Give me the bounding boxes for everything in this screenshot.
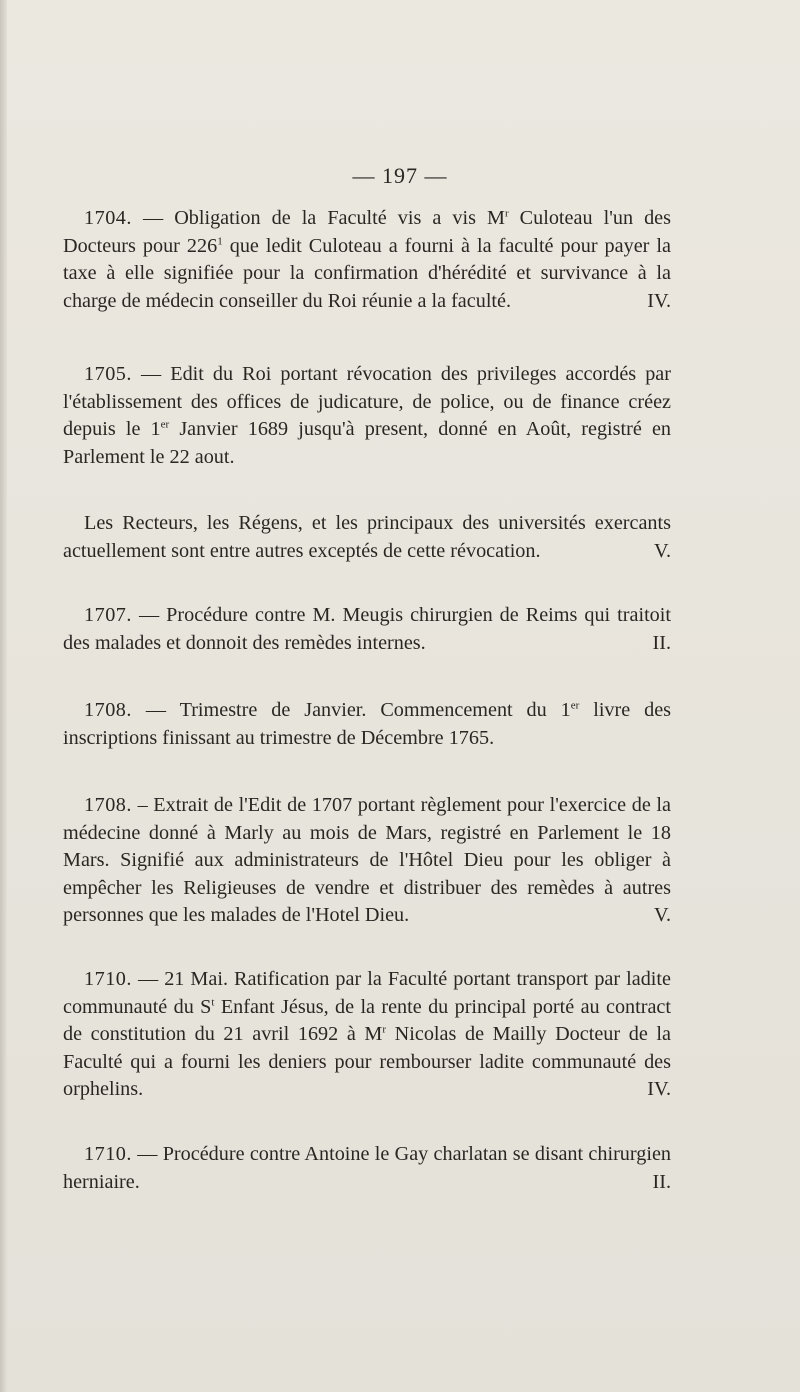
entry-1708-trimestre <box>63 697 671 752</box>
volume-reference: II. <box>652 1170 671 1193</box>
entry-superscript: r <box>504 207 509 220</box>
page-number: — 197 — <box>352 163 448 188</box>
entry-text: – Extrait de l'Edit de 1707 portant règlement pour l'exercice de la médecine donné à Marly au mois de Mars, registré en Parlement le 18 Mars. Signifié aux administrateurs de l'Hôtel Dieu pour les obliger à empêcher les Religieuses de vendre et distribuer des remèdes à autres personnes que les malades de l'Hotel Dieu. <box>63 794 671 927</box>
entry-text-cont: Nicolas de Mailly Docteur de la Faculté qui a fourni les deniers pour rembourser ladite communauté des orphelins. <box>63 1023 671 1101</box>
entry-text-cont: que ledit Culoteau a fourni à la faculté pour payer la taxe à elle signifiée pour la confirmation d'hérédité et survivance à la charge de médecin conseiller du Roi réunie a la faculté. <box>63 234 671 312</box>
entry-text: — Edit du Roi portant révocation des privileges accordés par l'établissement des offices de judicature, de police, ou de finance créez depuis le 1 <box>63 363 671 441</box>
binding-edge <box>0 0 7 1392</box>
entry-1704 <box>63 205 671 315</box>
entry-text: Les Recteurs, les Régens, et les principaux des universités exercants actuellement sont entre autres exceptés de cette révocation. <box>63 512 671 562</box>
entry-superscript: er <box>570 699 580 712</box>
volume-reference: II. <box>652 631 671 654</box>
entry-year: 1705. <box>84 363 132 385</box>
footnote-marker: 1 <box>217 234 223 247</box>
entry-text: — Procédure contre M. Meugis chirurgien de Reims qui traitoit des malades et donnoit des remèdes internes. <box>63 604 671 654</box>
volume-reference: IV. <box>647 1078 671 1101</box>
entry-text: — Obligation de la Faculté vis a vis M <box>142 207 505 229</box>
entry-text-cont: Enfant Jésus, de la rente du principal porté au contract de constitution du 21 avril 1692 à M <box>63 995 671 1046</box>
entry-1705-exception <box>63 510 671 565</box>
entry-superscript: r <box>382 1023 387 1036</box>
entry-1707 <box>63 602 671 657</box>
entry-year: 1710. <box>84 968 132 990</box>
entry-superscript: t <box>211 995 215 1008</box>
entry-year: 1704. <box>84 207 132 229</box>
entry-text-cont: livre des inscriptions finissant au trimestre de Décembre 1765. <box>63 699 672 749</box>
entry-1710-procedure <box>63 1141 671 1196</box>
entry-text: — Trimestre de Janvier. Commencement du 1 <box>145 699 571 721</box>
entry-1710-ratification <box>63 966 671 1104</box>
volume-reference: V. <box>653 904 671 927</box>
entry-1705 <box>63 361 671 471</box>
entry-year: 1708. <box>84 794 132 816</box>
volume-reference: IV. <box>647 289 671 312</box>
entry-text-cont: Janvier 1689 jusqu'à present, donné en Août, registré en Parlement le 22 aout. <box>63 418 672 468</box>
entry-year: 1707. <box>84 604 132 626</box>
entry-text: — Procédure contre Antoine le Gay charlatan se disant chirurgien herniaire. <box>63 1143 672 1193</box>
entry-year: 1710. <box>84 1143 132 1165</box>
entry-superscript: er <box>160 418 170 431</box>
entry-1708-edit <box>63 792 671 930</box>
entry-text: — 21 Mai. Ratification par la Faculté portant transport par ladite communauté du S <box>63 968 671 1018</box>
entry-year: 1708. <box>84 699 132 721</box>
entry-text-cont: Culoteau l'un des Docteurs pour 226 <box>63 207 671 257</box>
volume-reference: V. <box>653 539 671 562</box>
